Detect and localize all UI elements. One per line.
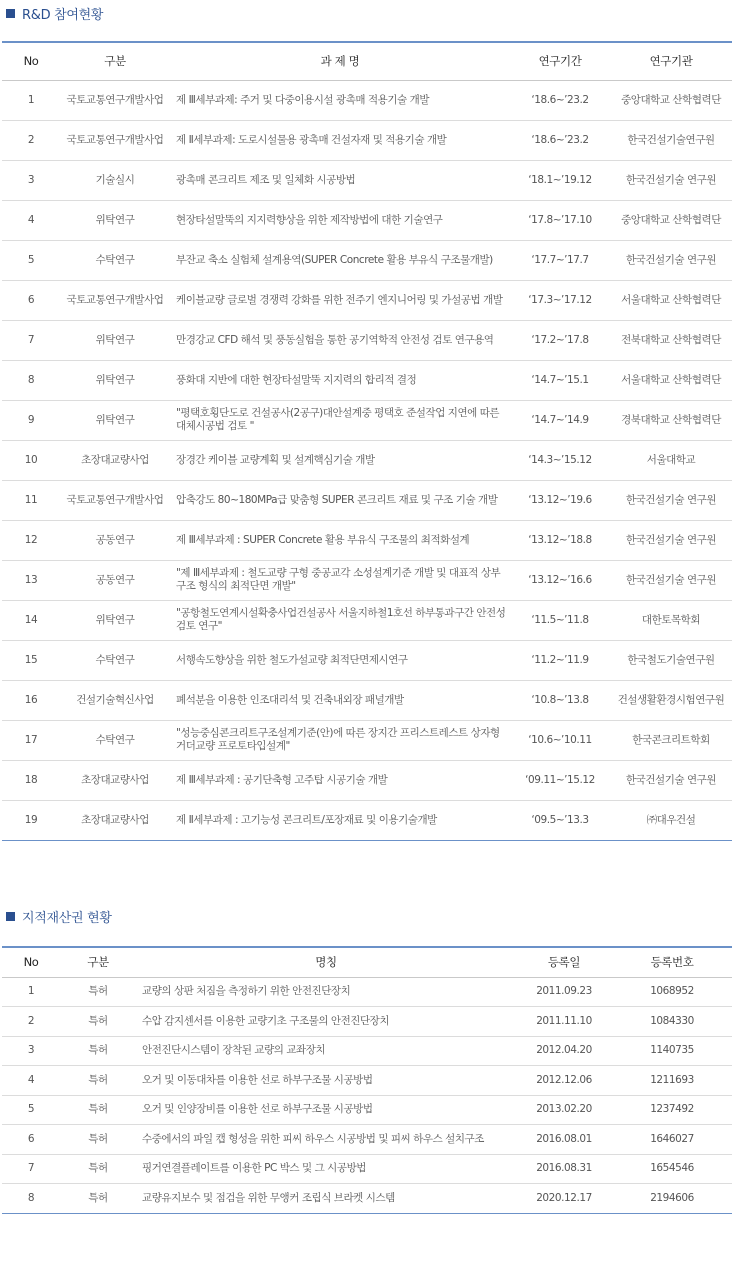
cell-project-name: 압축강도 80~180MPa급 맞춤형 SUPER 콘크리트 재료 및 구조 기술 개발: [170, 480, 510, 520]
cell-period: ‘13.12~’16.6: [510, 560, 610, 600]
table-row: [2, 640, 732, 680]
cell-period: ‘09.5~’13.3: [510, 800, 610, 840]
cell-type: 특허: [60, 1095, 136, 1125]
cell-no: 10: [2, 440, 60, 480]
cell-type: 특허: [60, 1184, 136, 1214]
rd-header-org: 연구기관: [610, 42, 732, 80]
cell-patent-name: 수중에서의 파일 캡 형성을 위한 피씨 하우스 시공방법 및 피씨 하우스 설치구조: [136, 1125, 516, 1155]
cell-reg-date: 2013.02.20: [516, 1095, 612, 1125]
cell-project-name: 케이블교량 글로벌 경쟁력 강화를 위한 전주기 엔지니어링 및 가설공법 개발: [170, 280, 510, 320]
cell-no: 15: [2, 640, 60, 680]
cell-no: 14: [2, 600, 60, 640]
table-row: [2, 720, 732, 760]
rd-section-title: [6, 4, 103, 23]
cell-organization: 한국건설기술 연구원: [610, 240, 732, 280]
cell-period: ‘14.7~’14.9: [510, 400, 610, 440]
cell-type: 건설기술혁신사업: [60, 680, 170, 720]
cell-project-name: 제 Ⅲ세부과제: 주거 및 다중이용시설 광촉매 적용기술 개발: [170, 80, 510, 120]
cell-type: 국토교통연구개발사업: [60, 120, 170, 160]
cell-project-name: 광촉매 콘크리트 제조 및 일체화 시공방법: [170, 160, 510, 200]
cell-reg-number: 2194606: [612, 1184, 732, 1214]
cell-organization: 한국건설기술연구원: [610, 120, 732, 160]
cell-project-name: "공항철도연계시설확충사업건설공사 서울지하철1호선 하부통과구간 안전성검토 연구": [170, 600, 510, 640]
cell-project-name: 제 Ⅱ세부과제 : 고기능성 콘크리트/포장재료 및 이용기술개발: [170, 800, 510, 840]
table-row: [2, 560, 732, 600]
cell-type: 특허: [60, 1154, 136, 1184]
ip-header-no: No: [2, 947, 60, 977]
rd-header-type: 구분: [60, 42, 170, 80]
cell-type: 위탁연구: [60, 360, 170, 400]
cell-patent-name: 교량의 상판 처짐을 측정하기 위한 안전진단장치: [136, 977, 516, 1007]
cell-no: 4: [2, 200, 60, 240]
rd-header-period: 연구기간: [510, 42, 610, 80]
cell-period: ‘17.2~’17.8: [510, 320, 610, 360]
cell-no: 16: [2, 680, 60, 720]
cell-reg-date: 2011.11.10: [516, 1007, 612, 1037]
table-row: [2, 440, 732, 480]
cell-type: 초장대교량사업: [60, 800, 170, 840]
cell-period: ‘17.7~’17.7: [510, 240, 610, 280]
ip-header-row: [2, 947, 732, 977]
cell-type: 위탁연구: [60, 400, 170, 440]
cell-organization: 한국건설기술 연구원: [610, 760, 732, 800]
cell-type: 위탁연구: [60, 320, 170, 360]
table-row: [2, 1036, 732, 1066]
cell-organization: 한국콘크리트학회: [610, 720, 732, 760]
table-row: [2, 120, 732, 160]
cell-period: ‘14.3~’15.12: [510, 440, 610, 480]
cell-project-name: 제 Ⅲ세부과제 : SUPER Concrete 활용 부유식 구조물의 최적화설계: [170, 520, 510, 560]
cell-reg-date: 2011.09.23: [516, 977, 612, 1007]
table-row: [2, 400, 732, 440]
cell-project-name: 서행속도향상을 위한 철도가설교량 최적단면제시연구: [170, 640, 510, 680]
cell-no: 2: [2, 120, 60, 160]
cell-project-name: "성능중심콘크리트구조설계기준(안)에 따른 장지간 프리스트레스트 상자형거더교량 프로토타입설계": [170, 720, 510, 760]
table-row: [2, 80, 732, 120]
cell-no: 6: [2, 280, 60, 320]
cell-no: 4: [2, 1066, 60, 1096]
cell-organization: 중앙대학교 산학협력단: [610, 200, 732, 240]
cell-project-name: "평택호횡단도로 건설공사(2공구)대안설계중 평택호 준설작업 지연에 따른 대체시공법 검토 ": [170, 400, 510, 440]
cell-reg-number: 1068952: [612, 977, 732, 1007]
cell-patent-name: 수압 감지센서를 이용한 교량기초 구조물의 안전진단장치: [136, 1007, 516, 1037]
cell-type: 국토교통연구개발사업: [60, 480, 170, 520]
cell-period: ‘18.6~’23.2: [510, 120, 610, 160]
ip-header-type: 구분: [60, 947, 136, 977]
cell-type: 공동연구: [60, 520, 170, 560]
cell-type: 국토교통연구개발사업: [60, 280, 170, 320]
cell-patent-name: 핑거연결플레이트를 이용한 PC 박스 및 그 시공방법: [136, 1154, 516, 1184]
cell-project-name: "제 Ⅲ세부과제 : 철도교량 구형 중공교각 소성설계기준 개발 및 대표적 상부구조 형식의 최적단면 개발": [170, 560, 510, 600]
table-row: [2, 760, 732, 800]
table-row: [2, 240, 732, 280]
cell-type: 특허: [60, 1125, 136, 1155]
cell-type: 특허: [60, 977, 136, 1007]
cell-type: 특허: [60, 1007, 136, 1037]
cell-no: 3: [2, 1036, 60, 1066]
cell-type: 위탁연구: [60, 600, 170, 640]
cell-period: ‘13.12~’18.8: [510, 520, 610, 560]
cell-type: 수탁연구: [60, 720, 170, 760]
cell-project-name: 풍화대 지반에 대한 현장타설말뚝 지지력의 합리적 결정: [170, 360, 510, 400]
table-row: [2, 1095, 732, 1125]
cell-project-name: 장경간 케이블 교량계획 및 설계핵심기술 개발: [170, 440, 510, 480]
cell-type: 공동연구: [60, 560, 170, 600]
cell-type: 특허: [60, 1066, 136, 1096]
cell-no: 17: [2, 720, 60, 760]
cell-no: 13: [2, 560, 60, 600]
cell-no: 1: [2, 80, 60, 120]
ip-header-date: 등록일: [516, 947, 612, 977]
table-row: [2, 600, 732, 640]
cell-no: 7: [2, 320, 60, 360]
cell-reg-date: 2016.08.01: [516, 1125, 612, 1155]
cell-project-name: 부잔교 축소 실험체 설계용역(SUPER Concrete 활용 부유식 구조물개발): [170, 240, 510, 280]
table-row: [2, 1007, 732, 1037]
table-row: [2, 360, 732, 400]
cell-reg-number: 1654546: [612, 1154, 732, 1184]
cell-patent-name: 오거 및 인양장비를 이용한 선로 하부구조물 시공방법: [136, 1095, 516, 1125]
rd-header-name: 과 제 명: [170, 42, 510, 80]
table-row: [2, 320, 732, 360]
cell-reg-number: 1646027: [612, 1125, 732, 1155]
cell-no: 6: [2, 1125, 60, 1155]
cell-no: 3: [2, 160, 60, 200]
table-row: [2, 1184, 732, 1214]
cell-type: 위탁연구: [60, 200, 170, 240]
table-row: [2, 200, 732, 240]
cell-no: 2: [2, 1007, 60, 1037]
cell-period: ‘17.3~’17.12: [510, 280, 610, 320]
cell-no: 19: [2, 800, 60, 840]
cell-organization: 한국건설기술 연구원: [610, 560, 732, 600]
cell-type: 수탁연구: [60, 240, 170, 280]
cell-period: ‘09.11~’15.12: [510, 760, 610, 800]
cell-no: 8: [2, 1184, 60, 1214]
cell-organization: 한국건설기술 연구원: [610, 480, 732, 520]
cell-period: ‘10.8~’13.8: [510, 680, 610, 720]
ip-table-body: [2, 977, 732, 1213]
cell-organization: 건설생활환경시험연구원: [610, 680, 732, 720]
table-row: [2, 1125, 732, 1155]
rd-header-no: No: [2, 42, 60, 80]
table-row: [2, 480, 732, 520]
cell-period: ‘18.6~’23.2: [510, 80, 610, 120]
square-bullet-icon: [6, 912, 15, 921]
table-row: [2, 1066, 732, 1096]
table-row: [2, 280, 732, 320]
ip-table: [2, 946, 732, 1214]
cell-period: ‘10.6~’10.11: [510, 720, 610, 760]
cell-period: ‘17.8~’17.10: [510, 200, 610, 240]
cell-reg-date: 2020.12.17: [516, 1184, 612, 1214]
cell-patent-name: 교량유지보수 및 점검을 위한 무앵커 조립식 브라켓 시스템: [136, 1184, 516, 1214]
cell-period: ‘18.1~’19.12: [510, 160, 610, 200]
cell-no: 7: [2, 1154, 60, 1184]
cell-no: 5: [2, 1095, 60, 1125]
cell-organization: 한국건설기술 연구원: [610, 520, 732, 560]
cell-no: 5: [2, 240, 60, 280]
cell-no: 18: [2, 760, 60, 800]
cell-reg-date: 2012.12.06: [516, 1066, 612, 1096]
cell-project-name: 만경강교 CFD 해석 및 풍동실험을 통한 공기역학적 안전성 검토 연구용역: [170, 320, 510, 360]
cell-type: 초장대교량사업: [60, 760, 170, 800]
cell-patent-name: 오거 및 이동대차를 이용한 선로 하부구조물 시공방법: [136, 1066, 516, 1096]
cell-organization: 중앙대학교 산학협력단: [610, 80, 732, 120]
cell-period: ‘11.2~’11.9: [510, 640, 610, 680]
cell-organization: 한국철도기술연구원: [610, 640, 732, 680]
cell-organization: 전북대학교 산학협력단: [610, 320, 732, 360]
cell-no: 1: [2, 977, 60, 1007]
ip-header-name: 명칭: [136, 947, 516, 977]
cell-type: 수탁연구: [60, 640, 170, 680]
cell-organization: 경북대학교 산학협력단: [610, 400, 732, 440]
rd-table-body: [2, 80, 732, 840]
ip-section-title: [6, 907, 112, 926]
cell-reg-number: 1084330: [612, 1007, 732, 1037]
cell-reg-date: 2012.04.20: [516, 1036, 612, 1066]
table-row: [2, 977, 732, 1007]
cell-organization: 서울대학교: [610, 440, 732, 480]
cell-project-name: 제 Ⅲ세부과제 : 공기단축형 고주탑 시공기술 개발: [170, 760, 510, 800]
cell-organization: ㈜대우건설: [610, 800, 732, 840]
cell-type: 기술실시: [60, 160, 170, 200]
table-row: [2, 680, 732, 720]
table-row: [2, 1154, 732, 1184]
rd-header-row: [2, 42, 732, 80]
cell-organization: 대한토목학회: [610, 600, 732, 640]
table-row: [2, 800, 732, 840]
square-bullet-icon: [6, 9, 15, 18]
cell-patent-name: 안전진단시스템이 장착된 교량의 교좌장치: [136, 1036, 516, 1066]
cell-organization: 서울대학교 산학협력단: [610, 280, 732, 320]
cell-organization: 서울대학교 산학협력단: [610, 360, 732, 400]
cell-reg-number: 1237492: [612, 1095, 732, 1125]
cell-project-name: 제 Ⅱ세부과제: 도로시설물용 광촉매 건설자재 및 적용기술 개발: [170, 120, 510, 160]
ip-title-text: 지적재산권 현황: [22, 911, 112, 926]
cell-type: 국토교통연구개발사업: [60, 80, 170, 120]
cell-reg-number: 1140735: [612, 1036, 732, 1066]
cell-organization: 한국건설기술 연구원: [610, 160, 732, 200]
cell-no: 12: [2, 520, 60, 560]
cell-project-name: 현장타설말뚝의 지지력향상을 위한 제작방법에 대한 기술연구: [170, 200, 510, 240]
rd-title-text: R&D 참여현황: [22, 8, 104, 23]
cell-no: 8: [2, 360, 60, 400]
cell-type: 초장대교량사업: [60, 440, 170, 480]
rd-table: [2, 41, 732, 841]
cell-project-name: 폐석분을 이용한 인조대리석 및 건축내외장 패널개발: [170, 680, 510, 720]
cell-period: ‘13.12~’19.6: [510, 480, 610, 520]
cell-period: ‘14.7~’15.1: [510, 360, 610, 400]
table-row: [2, 160, 732, 200]
cell-no: 11: [2, 480, 60, 520]
cell-type: 특허: [60, 1036, 136, 1066]
cell-reg-date: 2016.08.31: [516, 1154, 612, 1184]
table-row: [2, 520, 732, 560]
cell-no: 9: [2, 400, 60, 440]
cell-reg-number: 1211693: [612, 1066, 732, 1096]
ip-header-reg: 등록번호: [612, 947, 732, 977]
cell-period: ‘11.5~’11.8: [510, 600, 610, 640]
